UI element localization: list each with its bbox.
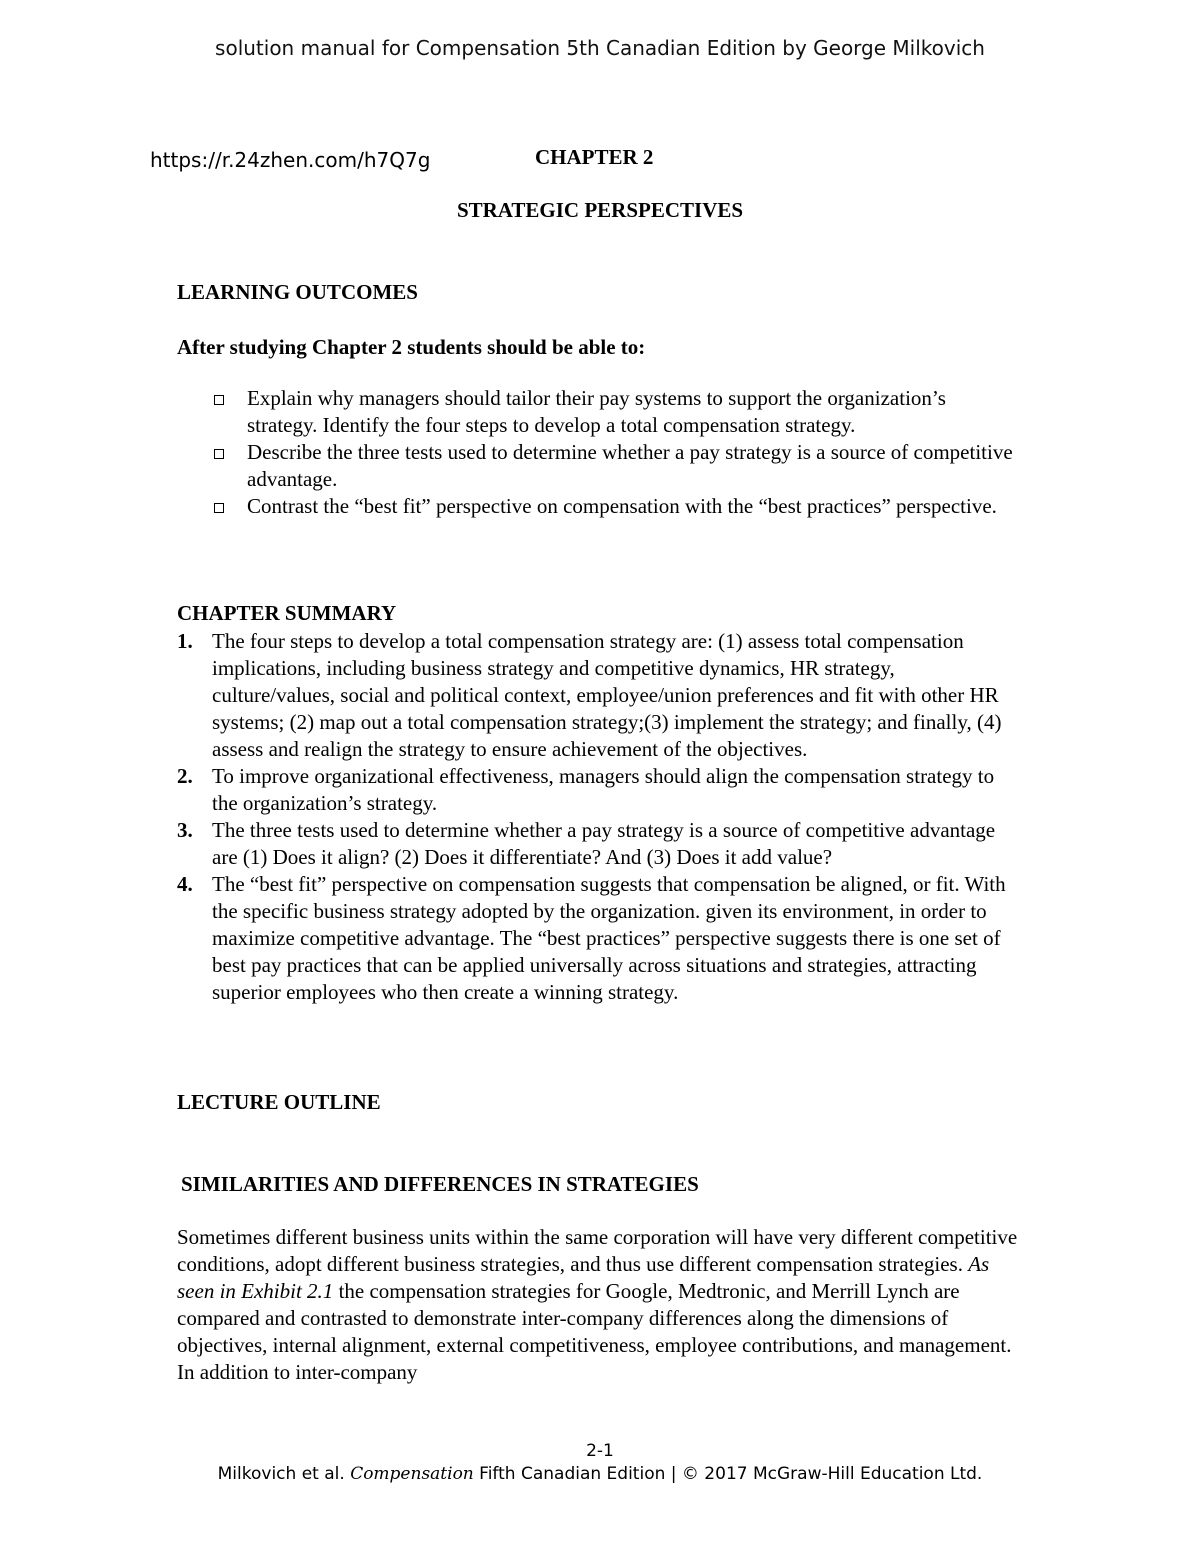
list-item-text: To improve organizational effectiveness, managers should align the compensation strategy to the organization’s strategy. bbox=[212, 764, 995, 815]
list-number: 2. bbox=[177, 764, 193, 788]
list-item bbox=[177, 817, 1017, 871]
chapter-summary-list bbox=[177, 628, 1017, 1006]
lecture-outline-heading: LECTURE OUTLINE bbox=[177, 1090, 381, 1114]
chapter-summary-heading: CHAPTER SUMMARY bbox=[177, 601, 397, 625]
learning-outcomes-lead: After studying Chapter 2 students should be able to: bbox=[177, 335, 646, 359]
list-item bbox=[177, 871, 1017, 1006]
list-item-text: The three tests used to determine whether a pay strategy is a source of competitive advantage are (1) Does it align? (2) Does it differentiate? And (3) Does it add value? bbox=[212, 818, 996, 869]
page-footer bbox=[0, 1464, 1200, 1484]
footer-authors: Milkovich et al. bbox=[217, 1464, 351, 1484]
list-item-text: The “best fit” perspective on compensation suggests that compensation be aligned, or fit. With the specific business strategy adopted by the organization. given its environment, in order to maximize competitive advantage. The “best practices” perspective suggests there is one set of best pay practices that can be applied universally across situations and strategies, attracting superior employees who then create a winning strategy. bbox=[212, 872, 1006, 1004]
list-item-text: The four steps to develop a total compensation strategy are: (1) assess total compensation implications, including business strategy and competitive dynamics, HR strategy, culture/values, social and political context, employee/union preferences and fit with other HR systems; (2) map out a total compensation strategy;(3) implement the strategy; and finally, (4) assess and realign the strategy to ensure achievement of the objectives. bbox=[212, 629, 1002, 761]
list-item bbox=[177, 385, 1017, 439]
footer-copyright: Fifth Canadian Edition | © 2017 McGraw-Hill Education Ltd. bbox=[473, 1464, 983, 1484]
list-item-text: Explain why managers should tailor their pay systems to support the organization’s strategy. Identify the four steps to develop a total compensation strategy. bbox=[247, 386, 946, 437]
page-number: 2-1 bbox=[586, 1441, 614, 1461]
list-item bbox=[177, 628, 1017, 763]
list-item bbox=[177, 493, 1017, 520]
list-item bbox=[177, 439, 1017, 493]
footer-book-title: Compensation bbox=[350, 1464, 474, 1484]
exhibit-reference: As seen in Exhibit 2.1 bbox=[177, 1252, 990, 1303]
paragraph-text: Sometimes different business units within the same corporation will have very different competitive conditions, adopt different business strategies, and thus use different compensation strategies. bbox=[177, 1225, 1018, 1276]
section-heading: SIMILARITIES AND DIFFERENCES IN STRATEGIES bbox=[181, 1172, 699, 1196]
list-item-text: Contrast the “best fit” perspective on compensation with the “best practices” perspective. bbox=[247, 494, 997, 518]
chapter-title: STRATEGIC PERSPECTIVES bbox=[456, 198, 744, 222]
learning-outcomes-list bbox=[177, 385, 1017, 520]
checkbox-bullet-icon bbox=[214, 503, 224, 513]
list-number: 3. bbox=[177, 818, 193, 842]
learning-outcomes-heading: LEARNING OUTCOMES bbox=[177, 280, 418, 304]
header-note: solution manual for Compensation 5th Canadian Edition by George Milkovich bbox=[215, 36, 985, 60]
list-number: 4. bbox=[177, 872, 193, 896]
paragraph-text: the compensation strategies for Google, Medtronic, and Merrill Lynch are compared and contrasted to demonstrate inter-company differences along the dimensions of objectives, internal alignment, external competitiveness, employee contributions, and management. In addition to inter-company bbox=[177, 1279, 1012, 1384]
list-item-text: Describe the three tests used to determine whether a pay strategy is a source of competitive advantage. bbox=[247, 440, 1013, 491]
section-paragraph bbox=[177, 1224, 1027, 1386]
list-item bbox=[177, 763, 1017, 817]
checkbox-bullet-icon bbox=[214, 449, 224, 459]
source-url[interactable]: https://r.24zhen.com/h7Q7g bbox=[150, 148, 431, 172]
chapter-number: CHAPTER 2 bbox=[535, 145, 654, 169]
list-number: 1. bbox=[177, 629, 193, 653]
checkbox-bullet-icon bbox=[214, 395, 224, 405]
